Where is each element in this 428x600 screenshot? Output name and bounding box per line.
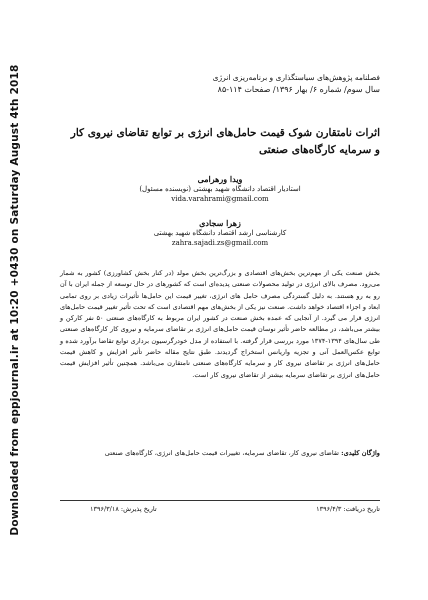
footer-divider [60, 500, 380, 501]
author-1 [60, 174, 380, 204]
journal-name: فصلنامه پژوهش‌های سیاستگذاری و برنامه‌ریزی انرژی [212, 73, 380, 82]
accepted-date: تاریخ پذیرش: ۱۳۹۶/۳/۱۸ [90, 505, 157, 513]
author-2-email[interactable]: zahra.sajadi.zs@gmail.com [171, 239, 269, 247]
journal-issue: سال سوم/ شماره ۶/ بهار ۱۳۹۶/ صفحات ۱۱۴-۸۵ [217, 85, 380, 94]
author-1-name: ویدا ورهرامی [197, 174, 243, 184]
paper-title-line-2: و سرمایه کارگاه‌های صنعتی [259, 144, 380, 156]
author-1-affiliation: استادیار اقتصاد دانشگاه شهید بهشتی (نویسنده مسئول) [139, 185, 301, 193]
author-2-name: زهرا سجادی [199, 218, 241, 228]
paper-title [60, 125, 380, 159]
abstract-text: بخش صنعت یکی از مهم‌ترین بخش‌های اقتصادی و بزرگ‌ترین بخش مولد (در کنار بخش کشاورزی) کشور به شمار می‌رود. مصرف بالای انرژی در تولید محصولات صنعتی پدیده‌ای است که کشورهای در حال توسعه از جمله ایران با آن رو به رو هستند. به دلیل گستردگی مصرف حامل های انرژی، تغییر قیمت این حامل‌ها تأثیرات زیادی بر روی تمامی ابعاد و اجزاء اقتصاد خواهد داشت. صنعت نیز یکی از بخش‌های مهم اقتصادی است که تحت تأثیر تغییر قیمت حامل‌های انرژی قرار می گیرد. از آنجایی که عمده بخش صنعت در کشور ایران مربوط به کارگاه‌های صنعتی ۵۰ نفر کارکن و بیشتر می‌باشد، در مطالعه حاضر تأثیر نوسان قیمت حامل‌های انرژی بر تقاضای سرمایه و نیروی کار کارگاه‌های صنعتی طی سال‌های ۱۳۹۴-۱۳۷۴ مورد بررسی قرار گرفته. با استفاده از مدل خودرگرسیون برداری توابع تقاضا برآورد شده و توابع عکس‌العمل آنی و تجزیه واریانس استخراج گردیدند. طبق نتایج مقاله حاضر تأثیر افزایش و کاهش قیمت حامل‌های انرژی بر تقاضای نیروی کار و سرمایه کارگاه‌های صنعتی نامتقارن می‌باشد. همچنین تأثیر افزایش قیمت حامل‌های انرژی بر تقاضای سرمایه بیشتر از تقاضای نیروی کار است. [60, 269, 381, 379]
keywords [60, 448, 380, 459]
received-date: تاریخ دریافت: ۱۳۹۶/۴/۳ [316, 505, 380, 513]
keywords-text: تقاضای نیروی کار، تقاضای سرمایه، تغییرات قیمت حامل‌های انرژی، کارگاه‌های صنعتی [104, 449, 340, 457]
download-stamp-text: Downloaded from eppjournal.ir at 10:20 +0430 on Saturday August 4th 2018 [9, 64, 21, 536]
download-stamp [6, 40, 24, 560]
paper-page [60, 0, 380, 600]
author-1-email[interactable]: vida.varahrami@gmail.com [171, 195, 269, 203]
author-2 [60, 218, 380, 248]
paper-title-line-1: اثرات نامتقارن شوک قیمت حامل‌های انرژی بر توابع تقاضای نیروی کار [70, 127, 380, 139]
keywords-label: واژگان کلیدی: [341, 449, 380, 457]
author-2-affiliation: کارشناسی ارشد اقتصاد دانشگاه شهید بهشتی [153, 229, 287, 237]
journal-header [213, 72, 380, 96]
